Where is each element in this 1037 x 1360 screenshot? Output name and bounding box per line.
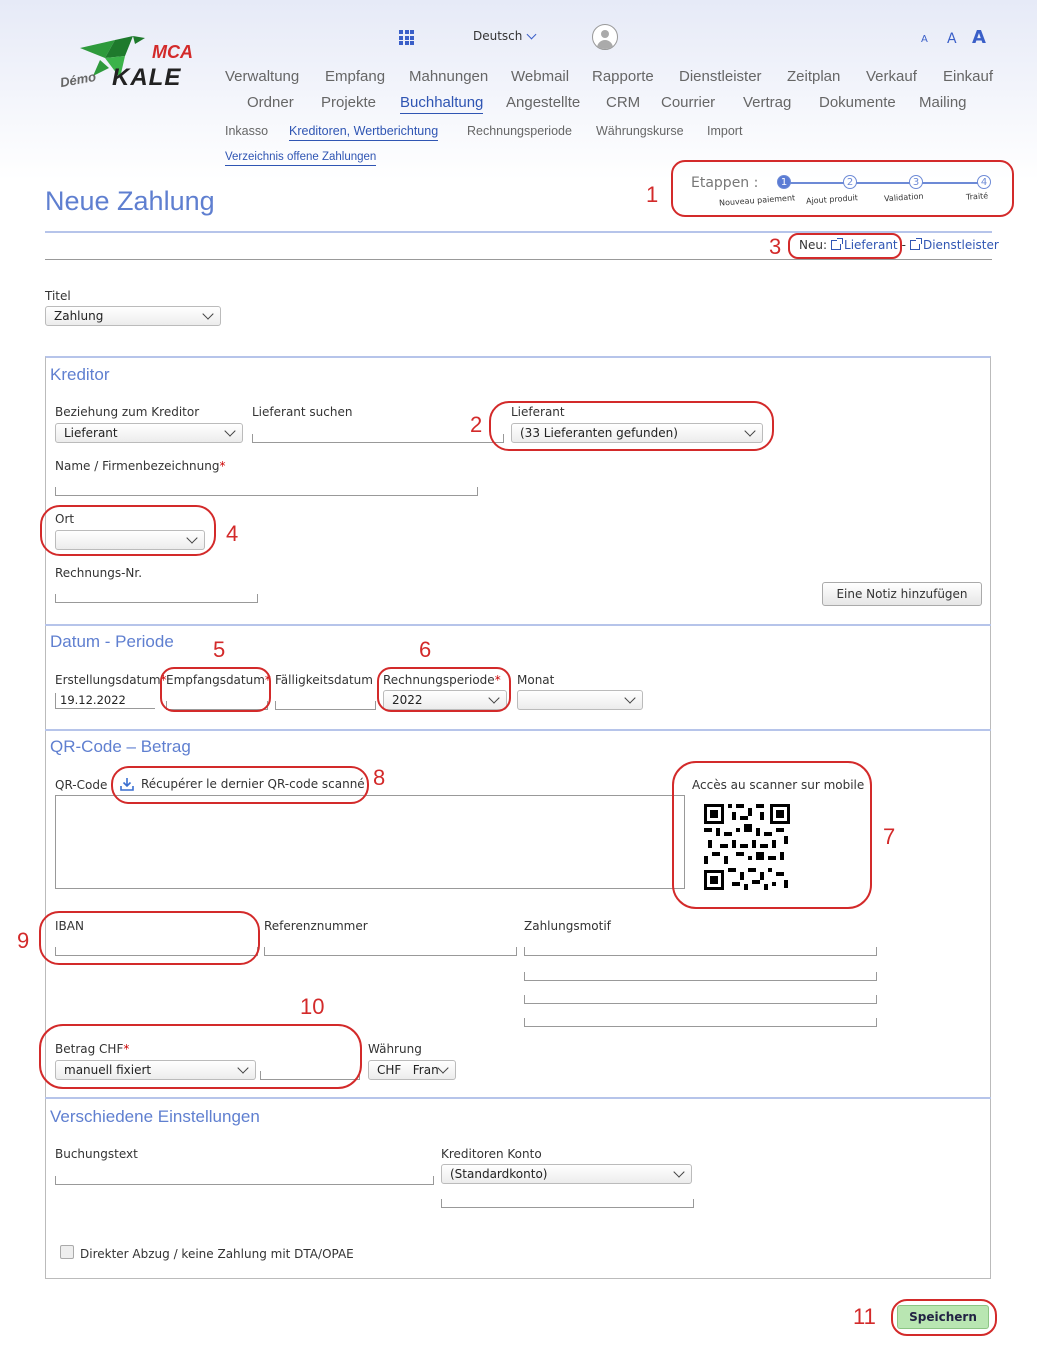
steps-label: Etappen : [691,175,759,191]
invoice-label: Rechnungs-Nr. [55,566,143,580]
chevron-down-icon [437,1062,448,1073]
name-input[interactable] [55,487,478,496]
nav-crm[interactable]: CRM [606,94,641,111]
subnav-rechnungsperiode[interactable]: Rechnungsperiode [467,124,572,138]
annotation-5: 5 [213,637,226,662]
required-marker: * [264,673,271,687]
links-divider [45,259,992,260]
step-4[interactable]: 4 [977,175,991,189]
month-label: Monat [517,673,555,687]
nav-angestellte[interactable]: Angestellte [506,94,581,111]
required-marker: * [123,1042,130,1056]
relation-select[interactable] [55,423,243,443]
motif-input-3[interactable] [524,995,877,1004]
booking-input[interactable] [55,1176,434,1185]
subnav-inkasso[interactable]: Inkasso [225,124,269,138]
annotation-2: 2 [470,412,483,437]
account-value: (Standardkonto) [450,1167,548,1181]
required-marker: * [219,459,226,473]
datum-title: Datum - Periode [50,632,174,651]
nav-webmail[interactable]: Webmail [511,68,570,85]
font-size-medium[interactable]: A [947,31,957,47]
logo-kale: KALE [112,64,182,91]
add-note-button[interactable]: Eine Notiz hinzufügen [822,582,982,606]
annotation-6: 6 [419,637,432,662]
period-value: 2022 [392,693,423,707]
save-button[interactable]: Speichern [897,1305,989,1329]
titel-label: Titel [45,289,71,303]
new-supplier-text: Lieferant [844,238,898,252]
language-selector[interactable] [473,29,535,43]
annotation-1: 1 [646,182,659,207]
supplier-value: (33 Lieferanten gefunden) [520,426,678,440]
titel-select[interactable] [45,306,221,326]
language-label: Deutsch [473,29,523,43]
currency-value: CHF Fran [377,1063,439,1077]
annotation-3: 3 [769,234,782,259]
search-label: Lieferant suchen [252,405,353,419]
period-label-text: Rechnungsperiode [383,673,495,687]
invoice-input[interactable] [55,594,258,603]
qr-title: QR-Code – Betrag [50,737,191,756]
annotation-4: 4 [226,521,239,546]
new-provider-link[interactable] [910,238,999,252]
direct-checkbox[interactable] [60,1245,74,1259]
motif-label: Zahlungsmotif [524,919,611,933]
annotation-7: 7 [883,824,896,849]
supplier-search-input[interactable] [252,434,504,443]
new-provider-text: Dienstleister [922,238,999,252]
annotation-box-1 [671,160,1014,217]
required-marker: * [160,673,167,687]
step-1-label: Nouveau paiement [718,193,796,208]
mobile-scanner-label: Accès au scanner sur mobile [692,778,865,792]
amount-mode-value: manuell fixiert [64,1063,152,1077]
annotation-11: 11 [853,1304,876,1329]
annotation-10: 10 [300,994,325,1019]
due-label: Fälligkeitsdatum [275,673,373,687]
page-title: Neue Zahlung [45,186,215,216]
qr-code-label: QR-Code [55,778,108,792]
direct-label: Direkter Abzug / keine Zahlung mit DTA/OPAE [80,1247,354,1261]
logo[interactable] [60,28,210,98]
misc-title: Verschiedene Einstellungen [50,1107,260,1126]
annotation-box-11 [891,1299,997,1336]
required-marker: * [494,673,501,687]
motif-input-1[interactable] [524,947,877,956]
external-link-icon [910,240,920,250]
chevron-down-icon [202,308,213,319]
supplier-label: Lieferant [511,405,565,419]
nav-zeitplan[interactable]: Zeitplan [787,68,841,85]
annotation-box-4 [40,505,216,556]
kreditor-title: Kreditor [50,365,110,384]
new-sep: - [901,238,906,252]
chevron-down-icon [624,692,635,703]
annotation-box-3 [788,233,902,259]
nav-empfang[interactable]: Empfang [325,68,386,85]
qr-divider [45,729,991,731]
annotation-box-5 [160,667,271,712]
annotation-box-9 [39,911,260,965]
logo-mca: MCA [152,42,193,62]
step-4-label: Traité [965,191,989,202]
created-input[interactable]: 19.12.2022 [55,693,155,709]
user-avatar[interactable] [592,24,618,50]
nav-mailing[interactable]: Mailing [919,94,967,111]
new-prefix: Neu: [799,238,828,252]
qr-code-textarea[interactable] [55,795,685,889]
account-label: Kreditoren Konto [441,1147,542,1161]
logo-demo: Démo [58,68,98,91]
nav-dienstleister[interactable]: Dienstleister [679,68,762,85]
annotation-8: 8 [373,765,386,790]
avatar-body [597,40,613,50]
nav-ordner[interactable]: Ordner [247,94,294,111]
annotation-box-2 [489,401,774,451]
nav-buchhaltung[interactable]: Buchhaltung [400,94,483,114]
misc-divider [45,1097,991,1099]
nav-verwaltung[interactable]: Verwaltung [225,68,300,85]
annotation-box-7 [672,761,872,909]
step-2-label: Ajout produit [805,193,859,206]
datum-divider [45,624,991,626]
subnav-waehrungskurse[interactable]: Währungskurse [596,124,684,138]
name-label [55,459,226,473]
nav-vertrag[interactable]: Vertrag [743,94,792,111]
annotation-box-8 [111,766,369,804]
ref-label: Referenznummer [264,919,368,933]
font-size-large[interactable]: A [972,27,986,48]
apps-grid-icon[interactable] [399,30,414,45]
received-label-text: Empfangsdatum [166,673,265,687]
fetch-qr-label: Récupérer le dernier QR-code scanné [141,777,365,791]
chevron-down-icon [527,29,537,39]
chevron-down-icon [224,425,235,436]
nav-projekte[interactable]: Projekte [321,94,377,111]
subnav-offene-zahlungen[interactable]: Verzeichnis offene Zahlungen [225,151,376,166]
avatar-head [601,30,609,38]
account-select[interactable] [441,1164,692,1184]
nav-dokumente[interactable]: Dokumente [819,94,896,111]
amount-label-text: Betrag CHF [55,1042,124,1056]
currency-select[interactable] [368,1060,456,1080]
nav-mahnungen[interactable]: Mahnungen [409,68,489,85]
step-1[interactable]: 1 [777,175,791,189]
relation-label: Beziehung zum Kreditor [55,405,200,419]
created-label-text: Erstellungsdatum [55,673,161,687]
font-size-small[interactable]: A [921,34,928,45]
subnav-kreditoren[interactable]: Kreditoren, Wertberichtung [289,124,438,141]
ort-label: Ort [55,512,75,526]
relation-value: Lieferant [64,426,118,440]
nav-einkauf[interactable]: Einkauf [943,68,994,85]
month-select[interactable] [517,690,643,710]
annotation-9: 9 [17,928,30,953]
currency-label: Währung [368,1042,422,1056]
step-2[interactable]: 2 [843,175,857,189]
iban-label: IBAN [55,919,84,933]
nav-rapporte[interactable]: Rapporte [592,68,654,85]
due-input[interactable] [275,701,376,710]
motif-input-2[interactable] [524,972,877,981]
step-3-label: Validation [883,191,924,204]
subnav-import[interactable]: Import [707,124,743,138]
created-label [55,673,167,687]
step-3[interactable]: 3 [909,175,923,189]
nav-verkauf[interactable]: Verkauf [866,68,917,85]
motif-input-4[interactable] [524,1018,877,1027]
annotation-box-10 [39,1024,362,1089]
nav-courrier[interactable]: Courrier [661,94,716,111]
account-extra-input[interactable] [441,1199,694,1208]
annotation-box-6 [377,667,511,712]
chevron-down-icon [673,1166,684,1177]
titel-value: Zahlung [54,309,104,323]
name-label-text: Name / Firmenbezeichnung [55,459,220,473]
reference-input[interactable] [264,947,517,956]
booking-label: Buchungstext [55,1147,138,1161]
